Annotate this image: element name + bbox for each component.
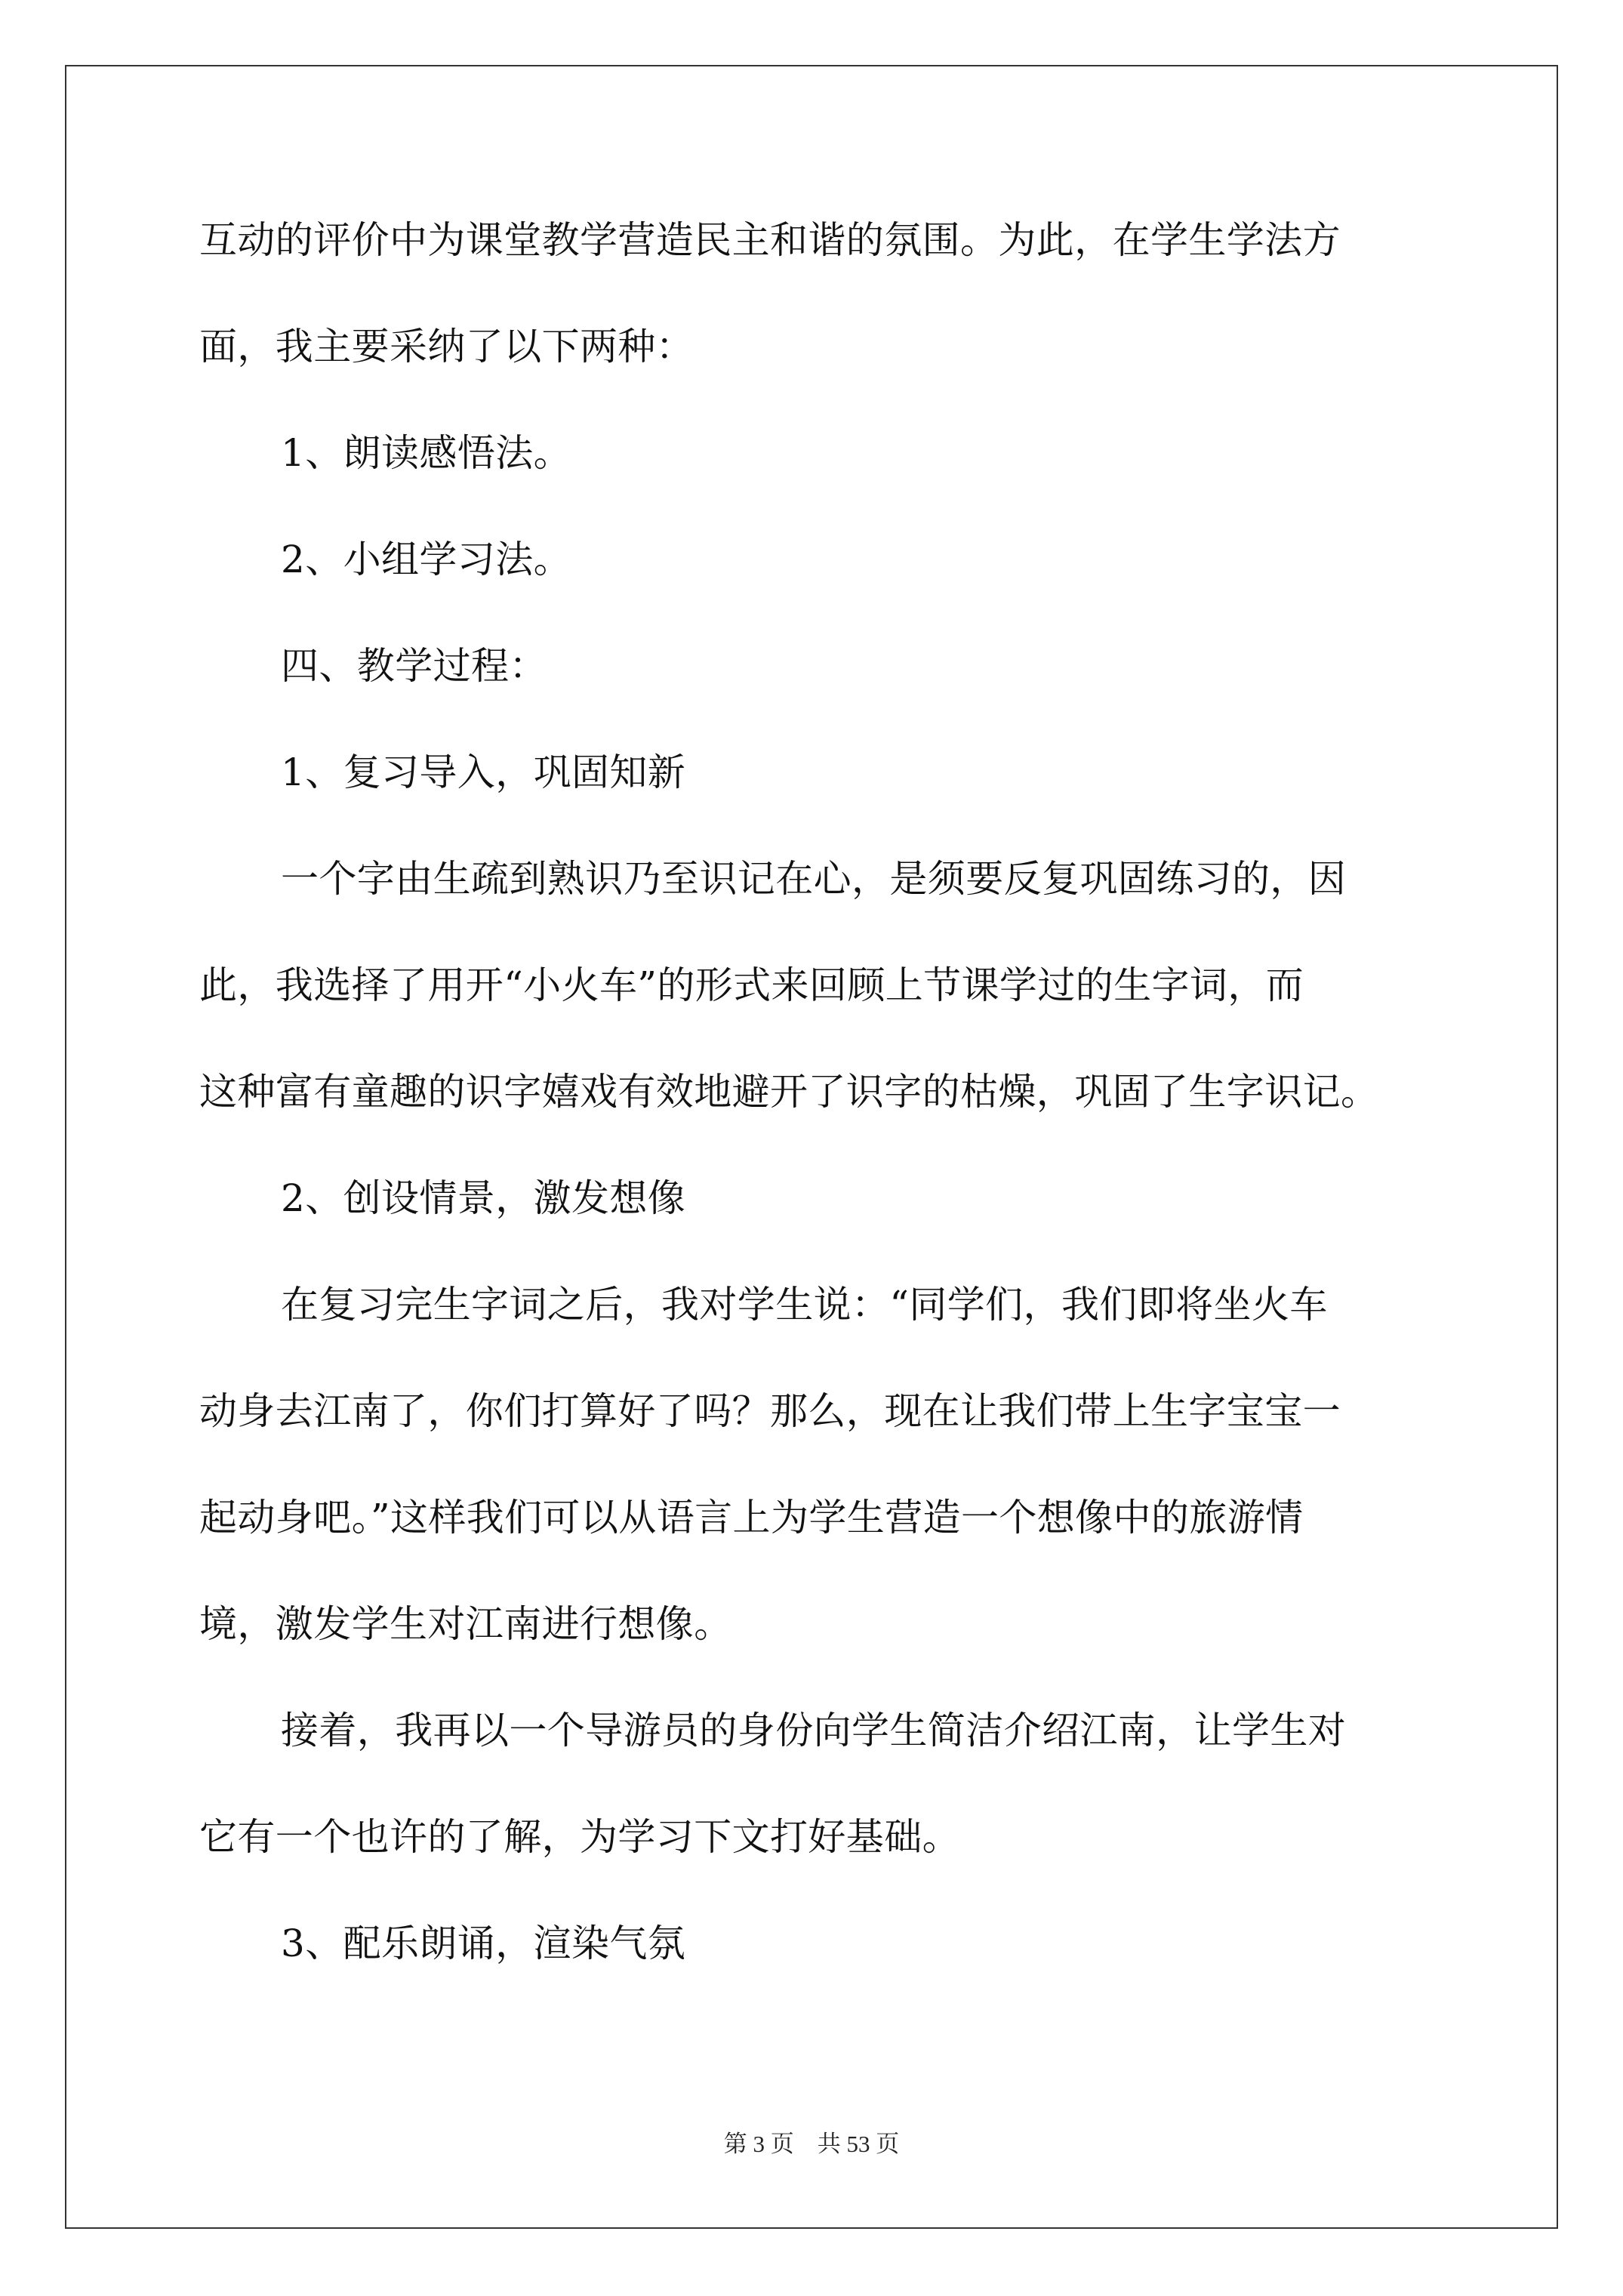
subsection-heading: 1、复习导入，巩固知新	[281, 750, 686, 794]
page-number: 第 3 页 共 53 页	[723, 2131, 900, 2157]
subsection-heading: 2、创设情景，激发想像	[281, 1176, 686, 1220]
text-line: 此，我选择了用开“小火车”的形式来回顾上节课学过的生字词，而	[199, 963, 1304, 1007]
subsection-heading: 3、配乐朗诵，渲染气氛	[281, 1922, 686, 1965]
text-line: 在复习完生字词之后，我对学生说：“同学们，我们即将坐火车	[281, 1283, 1328, 1327]
text-line: 这种富有童趣的识字嬉戏有效地避开了识字的枯燥，巩固了生字识记。	[199, 1070, 1379, 1114]
text-line: 互动的评价中为课堂教学营造民主和谐的氛围。为此，在学生学法方	[199, 218, 1341, 262]
list-item: 1、朗读感悟法。	[281, 431, 572, 475]
text-line: 它有一个也许的了解，为学习下文打好基础。	[199, 1815, 960, 1859]
list-item: 2、小组学习法。	[281, 538, 572, 581]
text-line: 面，我主要采纳了以下两种：	[199, 325, 694, 368]
text-line: 境，激发学生对江南进行想像。	[199, 1602, 732, 1646]
text-line: 一个字由生疏到熟识乃至识记在心，是须要反复巩固练习的，因	[281, 857, 1347, 901]
text-line: 起动身吧。”这样我们可以从语言上为学生营造一个想像中的旅游情	[199, 1496, 1304, 1539]
section-heading: 四、教学过程：	[281, 644, 547, 688]
text-line: 动身去江南了，你们打算好了吗？那么，现在让我们带上生字宝宝一	[199, 1389, 1341, 1433]
text-line: 接着，我再以一个导游员的身份向学生简洁介绍江南，让学生对	[281, 1709, 1347, 1752]
page-border	[65, 65, 1558, 2229]
